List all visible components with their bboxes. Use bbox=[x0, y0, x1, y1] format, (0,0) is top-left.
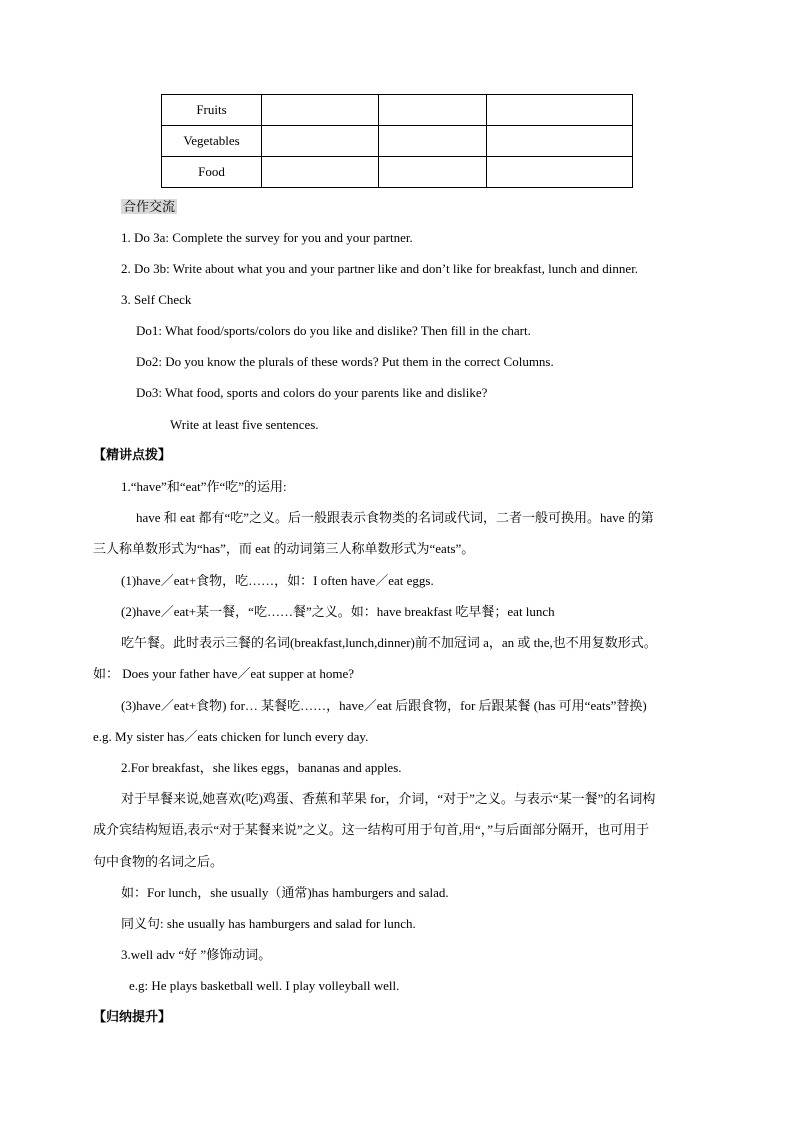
task-line-1: 1. Do 3a: Complete the survey for you and your partner. bbox=[121, 230, 413, 245]
para-line: 1.“have”和“eat”作“吃”的运用: bbox=[121, 479, 287, 494]
section-guina: 【归纳提升】 bbox=[93, 1010, 172, 1025]
para-line: (2)have／eat+某一餐，“吃……餐”之义。如：have breakfast 吃早餐；eat lunch bbox=[121, 604, 555, 619]
row-label: Food bbox=[162, 157, 262, 188]
task-line-4: Do1: What food/sports/colors do you like and dislike? Then fill in the chart. bbox=[136, 323, 531, 338]
table-cell bbox=[379, 157, 487, 188]
para-line: 3.well adv “好 ”修饰动词。 bbox=[121, 947, 272, 962]
table-row bbox=[162, 157, 633, 188]
para-line: 成介宾结构短语,表示“对于某餐来说”之义。这一结构可用于句首,用“，”与后面部分隔开，也可用于 bbox=[93, 822, 650, 837]
task-line-3: 3. Self Check bbox=[121, 292, 192, 307]
para-line: have 和 eat 都有“吃”之义。后一般跟表示食物类的名词或代词，二者一般可换用。have 的第 bbox=[136, 510, 654, 525]
table-row bbox=[162, 126, 633, 157]
section-cooperation bbox=[121, 198, 177, 216]
table-cell bbox=[262, 95, 379, 126]
para-line: 吃午餐。此时表示三餐的名词(breakfast,lunch,dinner)前不加冠词 a，an 或 the,也不用复数形式。 bbox=[121, 635, 657, 650]
row-label: Fruits bbox=[162, 95, 262, 126]
para-line: 对于早餐来说,她喜欢(吃)鸡蛋、香蕉和苹果 for，介词，“对于”之义。与表示“某一餐”的名词构 bbox=[121, 791, 656, 806]
table-row bbox=[162, 95, 633, 126]
row-label: Vegetables bbox=[162, 126, 262, 157]
para-line: (3)have／eat+食物) for… 某餐吃……，have／eat 后跟食物，for 后跟某餐 (has 可用“eats”替换) bbox=[121, 698, 647, 713]
table-cell bbox=[262, 157, 379, 188]
para-line: 句中食物的名词之后。 bbox=[93, 854, 224, 869]
task-line-7: Write at least five sentences. bbox=[170, 417, 319, 432]
table-cell bbox=[487, 126, 633, 157]
table-cell bbox=[379, 126, 487, 157]
para-line: (1)have／eat+食物，吃……，如：I often have／eat eggs. bbox=[121, 573, 434, 588]
para-line: e.g. My sister has／eats chicken for lunch every day. bbox=[93, 729, 369, 744]
survey-table bbox=[161, 94, 633, 188]
para-line: 如：For lunch，she usually（通常)has hamburgers and salad. bbox=[121, 885, 449, 900]
section-cooperation-label: 合作交流 bbox=[123, 199, 176, 214]
table-cell bbox=[262, 126, 379, 157]
section-jingjiang: 【精讲点拨】 bbox=[93, 448, 172, 463]
para-line: 同义句: she usually has hamburgers and salad for lunch. bbox=[121, 916, 416, 931]
task-line-6: Do3: What food, sports and colors do your parents like and dislike? bbox=[136, 385, 488, 400]
para-line: e.g: He plays basketball well. I play volleyball well. bbox=[129, 978, 400, 993]
para-line: 如： Does your father have／eat supper at home? bbox=[93, 666, 354, 681]
table-cell bbox=[487, 157, 633, 188]
para-line: 2.For breakfast，she likes eggs，bananas and apples. bbox=[121, 760, 402, 775]
table-cell bbox=[379, 95, 487, 126]
para-line: 三人称单数形式为“has”，而 eat 的动词第三人称单数形式为“eats”。 bbox=[93, 541, 475, 556]
task-line-2: 2. Do 3b: Write about what you and your partner like and don’t like for breakfast, lunch and dinner. bbox=[121, 261, 639, 276]
task-line-5: Do2: Do you know the plurals of these words? Put them in the correct Columns. bbox=[136, 354, 554, 369]
table-cell bbox=[487, 95, 633, 126]
